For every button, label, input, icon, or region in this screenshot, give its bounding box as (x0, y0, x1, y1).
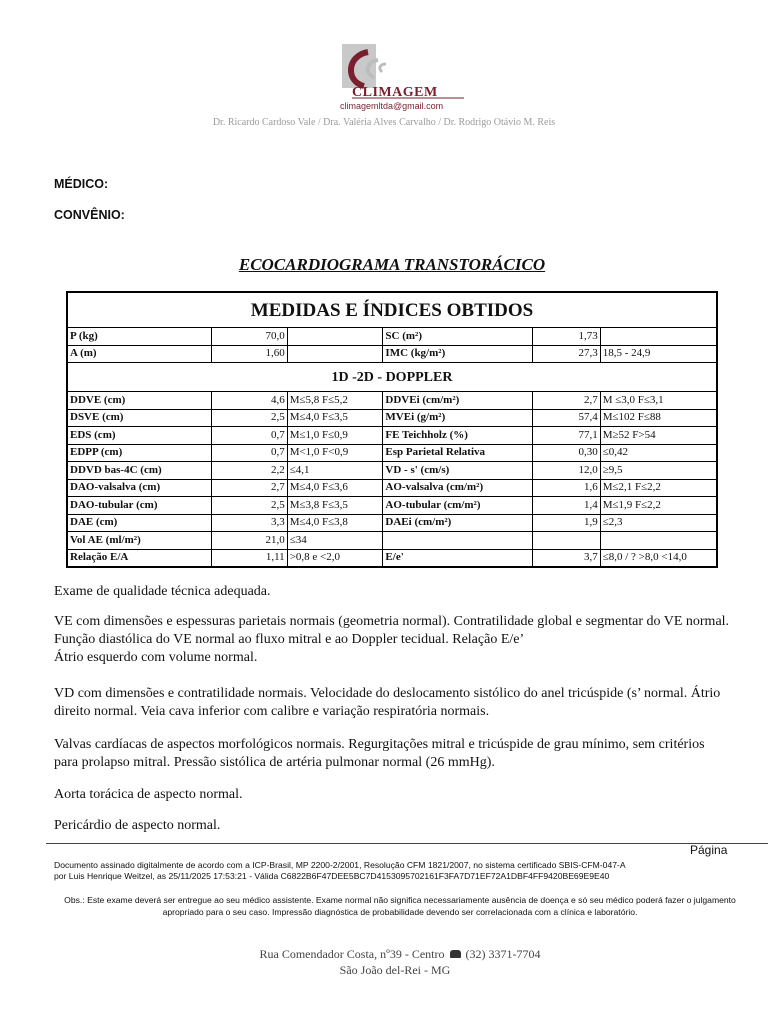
table-row (67, 444, 717, 462)
logo-text: CLIMAGEM (352, 85, 438, 100)
cell-ref: >0,8 e <2,0 (287, 549, 383, 567)
finding-ve-text: VE com dimensões e espessuras parietais normais (geometria normal). Contratilidade global e segmentar do VE normal. Função diastólica do VE normal ao fluxo mitral e ao Doppler tecidual. Relação E/e’ (54, 614, 730, 647)
cell-value: 4,6 (212, 392, 288, 410)
table-row (67, 549, 717, 567)
signature-line-2: por Luis Henrique Weitzel, as 25/11/2025 17:53:21 - Válida C6822B6F47DEE5BC7D4153095702161F3FA7D71EF72A1DBF4FF9420BE69E9E40 (54, 871, 610, 881)
cell-value: 3,7 (533, 549, 601, 567)
table-row (67, 392, 717, 410)
cell-name: DAO-valsalva (cm) (67, 479, 212, 497)
cell-ref: ≤2,3 (600, 514, 717, 532)
cell-ref (600, 532, 717, 550)
cell-value: 21,0 (212, 532, 288, 550)
cell-ref (287, 345, 383, 363)
table-row (67, 479, 717, 497)
cell-ref (600, 328, 717, 346)
cell-value: 1,9 (533, 514, 601, 532)
cell-value: 1,11 (212, 549, 288, 567)
cell-name: DSVE (cm) (67, 409, 212, 427)
exam-title: ECOCARDIOGRAMA TRANSTORÁCICO (238, 255, 546, 274)
cell-value: 0,7 (212, 427, 288, 445)
address-city: São João del-Rei - MG (339, 963, 451, 977)
cell-ref: M≥52 F>54 (600, 427, 717, 445)
cell-name: IMC (kg/m²) (383, 345, 533, 363)
convenio-label: CONVÊNIO: (54, 208, 125, 222)
table-section: 1D -2D - DOPPLER (67, 363, 717, 392)
cell-name: DAE (cm) (67, 514, 212, 532)
cell-ref: M≤4,0 F≤3,6 (287, 479, 383, 497)
cell-name: VD - s' (cm/s) (383, 462, 533, 480)
table-row (67, 497, 717, 515)
cell-ref: 18,5 - 24,9 (600, 345, 717, 363)
cell-ref (287, 328, 383, 346)
finding-aorta: Aorta torácica de aspecto normal. (54, 787, 243, 802)
phone-icon (450, 950, 461, 958)
cell-ref: M≤1,0 F≤0,9 (287, 427, 383, 445)
cell-name: EDPP (cm) (67, 444, 212, 462)
cell-value: 77,1 (533, 427, 601, 445)
cell-name: P (kg) (67, 328, 212, 346)
cell-value: 1,60 (212, 345, 288, 363)
table-title: MEDIDAS E ÍNDICES OBTIDOS (67, 292, 717, 328)
table-row (67, 409, 717, 427)
cell-name: DDVD bas-4C (cm) (67, 462, 212, 480)
cell-value: 1,6 (533, 479, 601, 497)
cell-ref: M≤1,9 F≤2,2 (600, 497, 717, 515)
table-row (67, 328, 717, 346)
cell-value: 3,3 (212, 514, 288, 532)
finding-valves: Valvas cardíacas de aspectos morfológicos normais. Regurgitações mitral e tricúspide de grau mínimo, sem critérios para prolapso mitral. Pressão sistólica de artéria pulmonar normal (26 mmHg). (54, 737, 705, 770)
cell-value: 27,3 (533, 345, 601, 363)
cell-ref: M<1,0 F<0,9 (287, 444, 383, 462)
cell-value: 0,7 (212, 444, 288, 462)
cell-name: Vol AE (ml/m²) (67, 532, 212, 550)
cell-ref: M ≤3,0 F≤3,1 (600, 392, 717, 410)
doctors-line: Dr. Ricardo Cardoso Vale / Dra. Valéria Alves Carvalho / Dr. Rodrigo Otávio M. Reis (212, 117, 556, 128)
footer-divider (46, 843, 768, 844)
cell-ref: M≤102 F≤88 (600, 409, 717, 427)
cell-value: 12,0 (533, 462, 601, 480)
cell-name: Esp Parietal Relativa (383, 444, 533, 462)
cell-ref: ≤4,1 (287, 462, 383, 480)
cell-value: 2,5 (212, 497, 288, 515)
cell-ref: M≤4,0 F≤3,5 (287, 409, 383, 427)
signature-line-1: Documento assinado digitalmente de acordo com a ICP-Brasil, MP 2200-2/2001, Resolução CFM 1821/2007, no sistema certificado SBIS-CFM-047-A (54, 860, 626, 870)
cell-name: EDS (cm) (67, 427, 212, 445)
table-row (67, 345, 717, 363)
cell-value: 57,4 (533, 409, 601, 427)
finding-ve (54, 613, 730, 667)
page-label: Página (690, 843, 728, 857)
cell-value: 2,7 (212, 479, 288, 497)
cell-value: 1,73 (533, 328, 601, 346)
table-row (67, 427, 717, 445)
finding-quality: Exame de qualidade técnica adequada. (54, 584, 271, 599)
signature-note (54, 860, 626, 882)
table-row (67, 532, 717, 550)
logo-email: climagemltda@gmail.com (340, 101, 444, 111)
cell-name: DDVEi (cm/m²) (383, 392, 533, 410)
finding-ae-text: Átrio esquerdo com volume normal. (54, 650, 258, 665)
finding-pericardium: Pericárdio de aspecto normal. (54, 818, 221, 833)
cell-name: E/e' (383, 549, 533, 567)
medico-label: MÉDICO: (54, 177, 109, 191)
measurements-table (66, 291, 718, 568)
cell-name: Relação E/A (67, 549, 212, 567)
cell-ref: ≥9,5 (600, 462, 717, 480)
observation-note: Obs.: Este exame deverá ser entregue ao seu médico assistente. Exame normal não significa necessariamente ausência de doença e só seu médico poderá fazer o julgamento apropriado para o seu caso. Impressão diagnóstica de probabilidade devendo ser correlacionada com a clínica e laboratório. (64, 895, 736, 917)
cell-value: 2,5 (212, 409, 288, 427)
cell-name: AO-tubular (cm/m²) (383, 497, 533, 515)
cell-name: AO-valsalva (cm/m²) (383, 479, 533, 497)
cell-name: DAO-tubular (cm) (67, 497, 212, 515)
cell-ref: ≤8,0 / ? >8,0 <14,0 (600, 549, 717, 567)
address-line (0, 947, 768, 962)
cell-ref: M≤5,8 F≤5,2 (287, 392, 383, 410)
cell-ref: M≤4,0 F≤3,8 (287, 514, 383, 532)
cell-name (383, 532, 533, 550)
cell-name: A (m) (67, 345, 212, 363)
cell-ref: M≤3,8 F≤3,5 (287, 497, 383, 515)
finding-vd: VD com dimensões e contratilidade normais. Velocidade do deslocamento sistólico do anel tricúspide (s’ normal. Átrio direito normal. Veia cava inferior com calibre e variação respiratória normais. (54, 686, 721, 719)
cell-name: SC (m²) (383, 328, 533, 346)
table-row (67, 462, 717, 480)
cell-value: 70,0 (212, 328, 288, 346)
cell-name: DAEi (cm/m²) (383, 514, 533, 532)
cell-name: DDVE (cm) (67, 392, 212, 410)
cell-ref: ≤34 (287, 532, 383, 550)
cell-name: MVEi (g/m²) (383, 409, 533, 427)
cell-value: 2,7 (533, 392, 601, 410)
address-phone: (32) 3371-7704 (465, 947, 541, 961)
cell-ref: M≤2,1 F≤2,2 (600, 479, 717, 497)
cell-value: 1,4 (533, 497, 601, 515)
cell-value (533, 532, 601, 550)
cell-ref: ≤0,42 (600, 444, 717, 462)
cell-value: 0,30 (533, 444, 601, 462)
cell-name: FE Teichholz (%) (383, 427, 533, 445)
table-row (67, 514, 717, 532)
address-street: Rua Comendador Costa, nº39 - Centro (259, 947, 445, 961)
cell-value: 2,2 (212, 462, 288, 480)
